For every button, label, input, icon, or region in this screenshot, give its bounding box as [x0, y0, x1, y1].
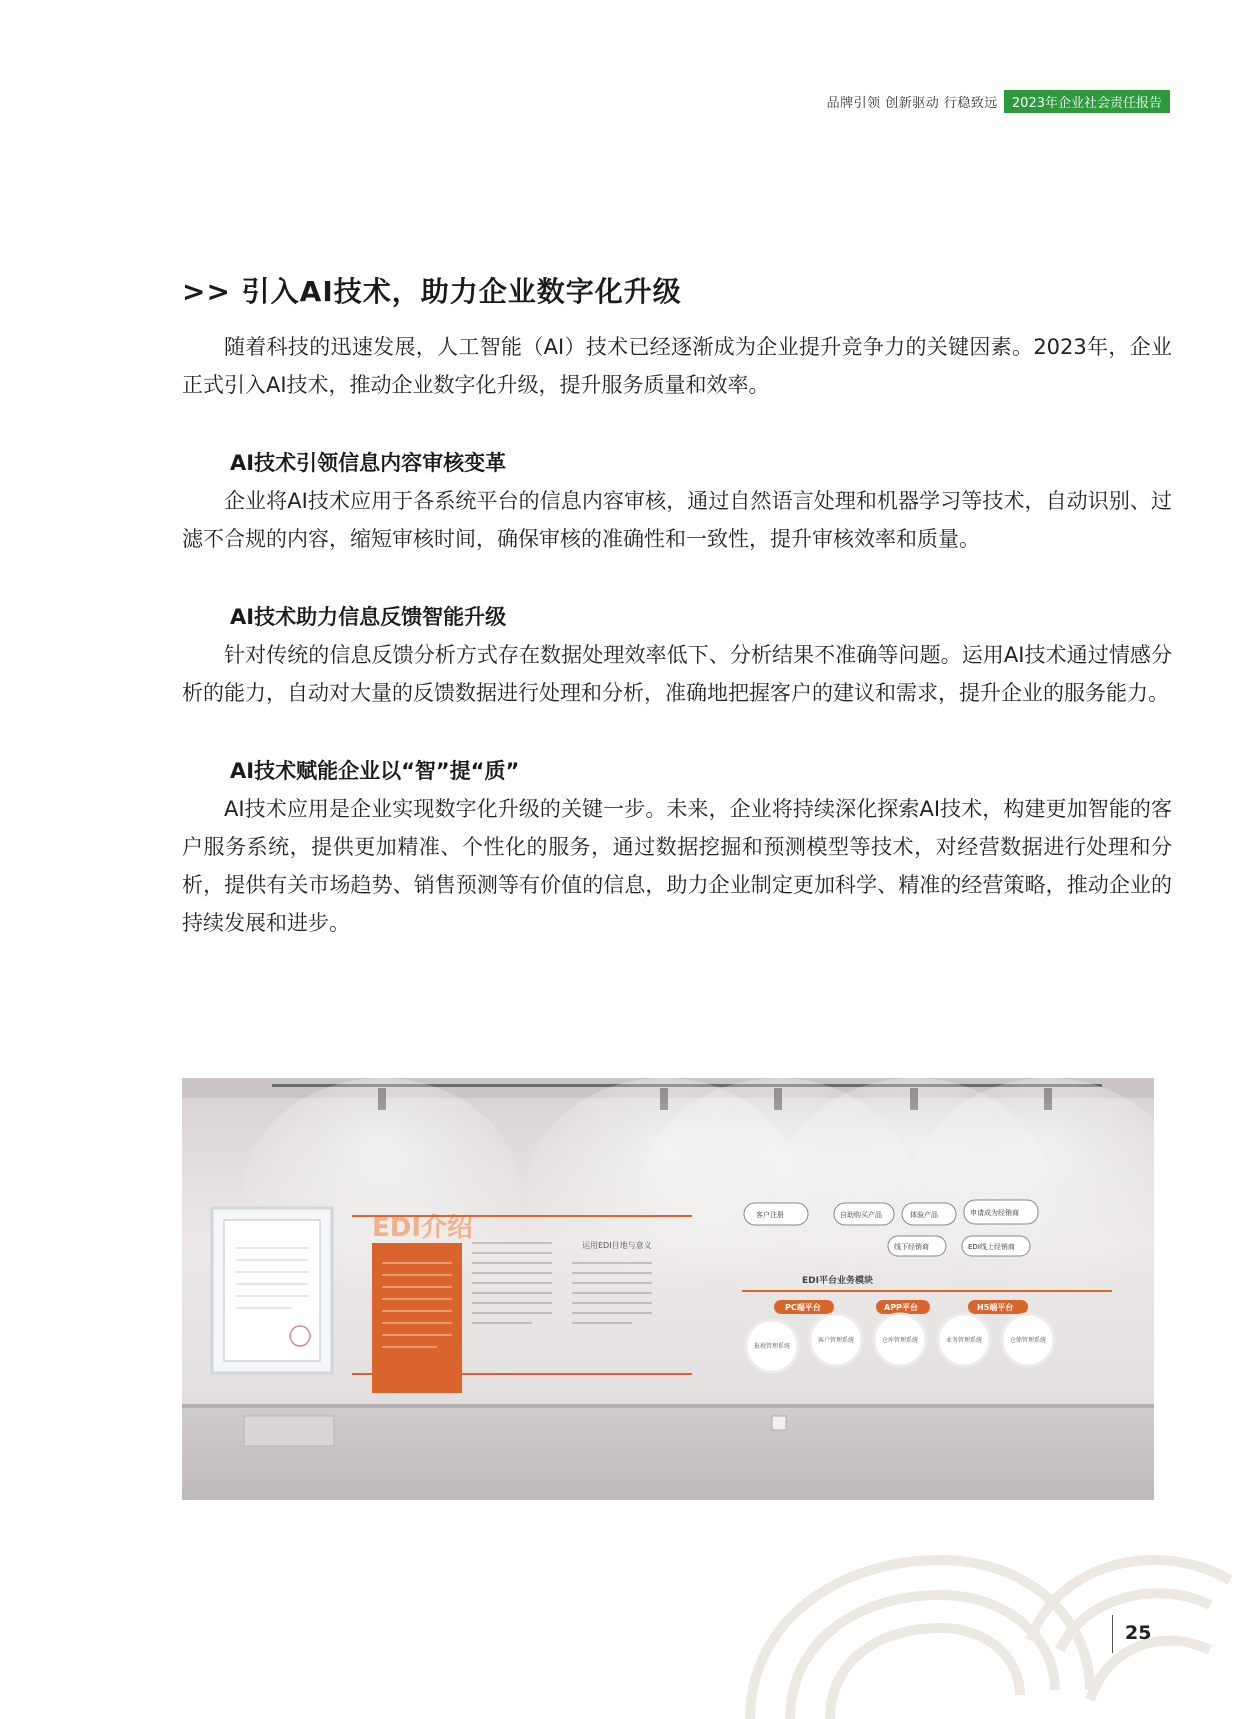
block-text-feedback: 针对传统的信息反馈分析方式存在数据处理效率低下、分析结果不准确等问题。运用AI技术通过情感分析的能力，自动对大量的反馈数据进行处理和分析，准确地把握客户的建议和需求，提升企业的服务能力。 — [182, 643, 1172, 705]
cloud-pattern-decoration — [730, 1500, 1258, 1719]
block-text-content-review: 企业将AI技术应用于各系统平台的信息内容审核，通过自然语言处理和机器学习等技术，自动识别、过滤不合规的内容，缩短审核时间，确保审核的准确性和一致性，提升审核效率和质量。 — [182, 489, 1172, 551]
flow-node-self-purchase: 自助购买产品 — [840, 1211, 882, 1219]
block-text-quality: AI技术应用是企业实现数字化升级的关键一步。未来，企业将持续深化探索AI技术，构建更加智能的客户服务系统，提供更加精准、个性化的服务，通过数据挖掘和预测模型等技术，对经营数据进行处理和分析，提供有关市场趋势、销售预测等有价值的信息，助力企业制定更加科学、精准的经营策略，推动企业的持续发展和进步。 — [182, 797, 1172, 935]
header-slogan: 品牌引领 创新驱动 行稳致远 — [826, 95, 998, 111]
exhibition-photo — [182, 1078, 1154, 1500]
flow-node-online-dealer: EDI线上经销商 — [968, 1243, 1015, 1251]
system-tax: 报税管理系统 — [754, 1343, 791, 1350]
system-business: 业务管理系统 — [946, 1337, 983, 1344]
platform-pc: PC端平台 — [785, 1303, 821, 1312]
system-storage: 仓储管理系统 — [1010, 1337, 1047, 1344]
main-content — [182, 270, 1172, 942]
modules-title: EDI平台业务模块 — [802, 1276, 873, 1286]
block-title-content-review: AI技术引领信息内容审核变革 — [230, 451, 507, 475]
page-number-separator — [1112, 1615, 1113, 1653]
edi-logo-text: EDI介绍 — [372, 1213, 474, 1243]
block-title-feedback: AI技术助力信息反馈智能升级 — [230, 605, 507, 629]
intro-paragraph: 随着科技的迅速发展，人工智能（AI）技术已经逐渐成为企业提升竞争力的关键因素。2023年，企业正式引入AI技术，推动企业数字化升级，提升服务质量和效率。 — [182, 335, 1172, 397]
system-customer: 客户管理系统 — [818, 1337, 855, 1344]
section-title: >> 引入AI技术，助力企业数字化升级 — [182, 275, 682, 308]
exhibition-illustration — [182, 1078, 1154, 1500]
platform-app: APP平台 — [884, 1303, 918, 1312]
flow-node-apply-dealer: 申请成为经销商 — [970, 1209, 1019, 1217]
edi-intro-panel — [372, 1213, 473, 1393]
report-tag: 2023年企业社会责任报告 — [1004, 90, 1170, 113]
edi-purpose-title: 运用EDI目地与意义 — [582, 1241, 652, 1250]
system-warehouse: 仓库管理系统 — [882, 1337, 919, 1344]
flow-node-try-product: 体验产品 — [910, 1211, 938, 1219]
platform-h5: H5端平台 — [977, 1303, 1014, 1312]
flow-node-offline-dealer: 线下经销商 — [894, 1243, 929, 1251]
block-title-quality: AI技术赋能企业以“智”提“质” — [230, 759, 520, 783]
flow-node-register: 客户注册 — [756, 1211, 784, 1219]
page-number: 25 — [1125, 1622, 1152, 1644]
page-header — [827, 90, 1170, 112]
